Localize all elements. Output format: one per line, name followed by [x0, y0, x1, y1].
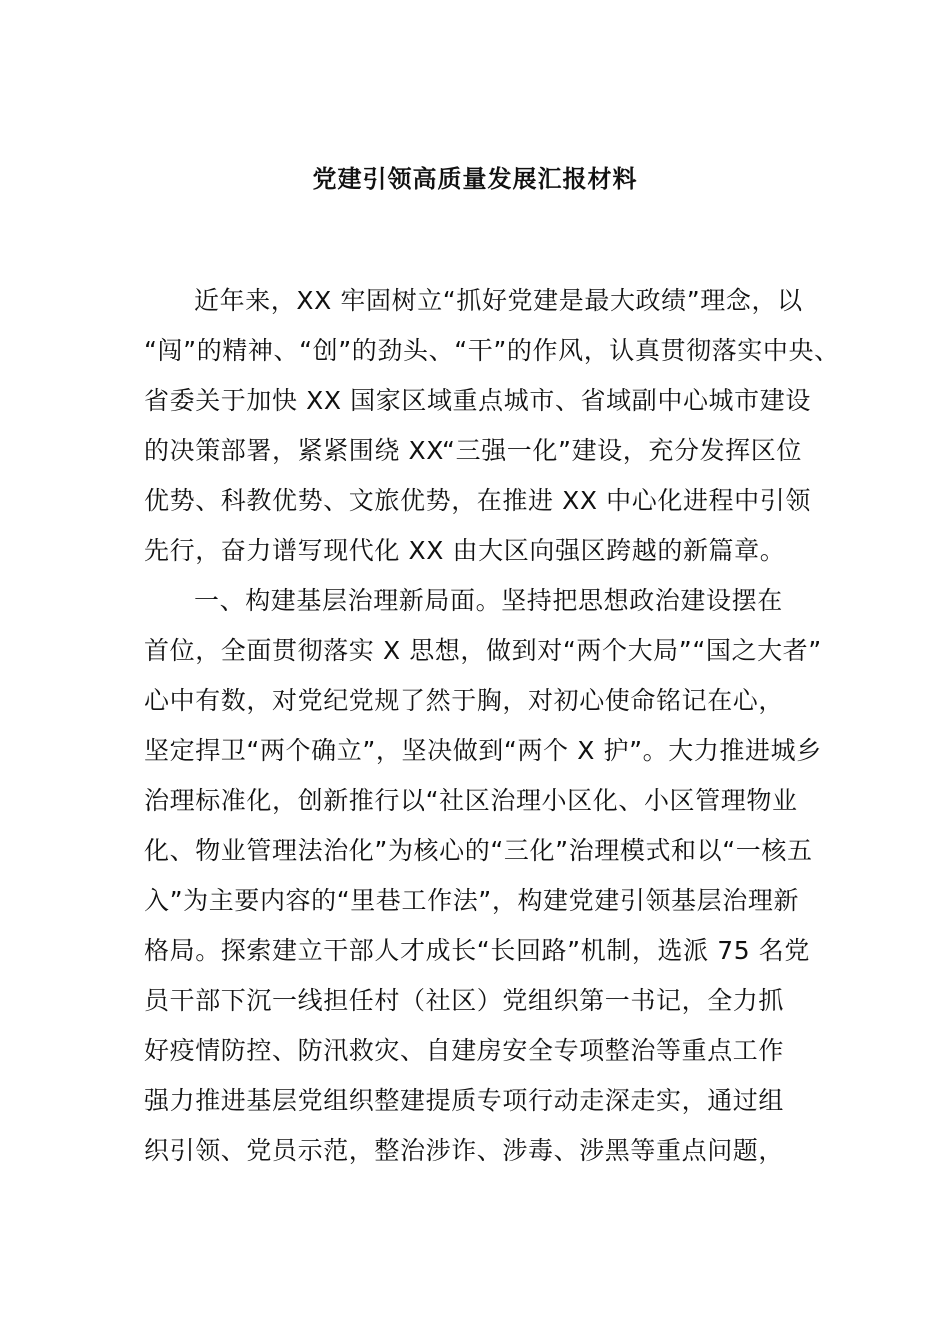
paragraph-line: 入”为主要内容的“里巷工作法”，构建党建引领基层治理新 — [144, 886, 800, 915]
paragraph-line: 近年来，XX 牢固树立“抓好党建是最大政绩”理念，以 — [194, 286, 803, 315]
paragraph-line: 的决策部署，紧紧围绕 XX“三强一化”建设，充分发挥区位 — [144, 436, 802, 465]
paragraph-line: 优势、科教优势、文旅优势，在推进 XX 中心化进程中引领 — [144, 486, 811, 515]
paragraph-line: 先行，奋力谱写现代化 XX 由大区向强区跨越的新篇章。 — [144, 536, 786, 565]
paragraph-line: 一、构建基层治理新局面。坚持把思想政治建设摆在 — [194, 586, 783, 615]
paragraph-line: 格局。探索建立干部人才成长“长回路”机制，选派 75 名党 — [144, 936, 811, 965]
paragraph-line: 织引领、党员示范，整治涉诈、涉毒、涉黑等重点问题， — [144, 1136, 785, 1165]
paragraph-line: “闯”的精神、“创”的劲头、“干”的作风，认真贯彻落实中央、 — [144, 336, 840, 365]
paragraph-line: 首位，全面贯彻落实 X 思想，做到对“两个大局”“国之大者” — [144, 636, 822, 665]
paragraph-line: 强力推进基层党组织整建提质专项行动走深走实，通过组 — [144, 1086, 785, 1115]
paragraph-line: 治理标准化，创新推行以“社区治理小区化、小区管理物业 — [144, 786, 798, 815]
paragraph-line: 员干部下沉一线担任村（社区）党组织第一书记，全力抓 — [144, 986, 785, 1015]
paragraph-line: 坚定捍卫“两个确立”，坚决做到“两个 X 护”。大力推进城乡 — [144, 736, 822, 765]
paragraph-line: 心中有数，对党纪党规了然于胸，对初心使命铭记在心， — [144, 686, 785, 715]
paragraph-line: 化、物业管理法治化”为核心的“三化”治理模式和以“一核五 — [144, 836, 813, 865]
paragraph-line: 好疫情防控、防汛救灾、自建房安全专项整治等重点工作 — [144, 1036, 785, 1065]
paragraph-line: 省委关于加快 XX 国家区域重点城市、省域副中心城市建设 — [144, 386, 811, 415]
document-title: 党建引领高质量发展汇报材料 — [312, 165, 638, 193]
